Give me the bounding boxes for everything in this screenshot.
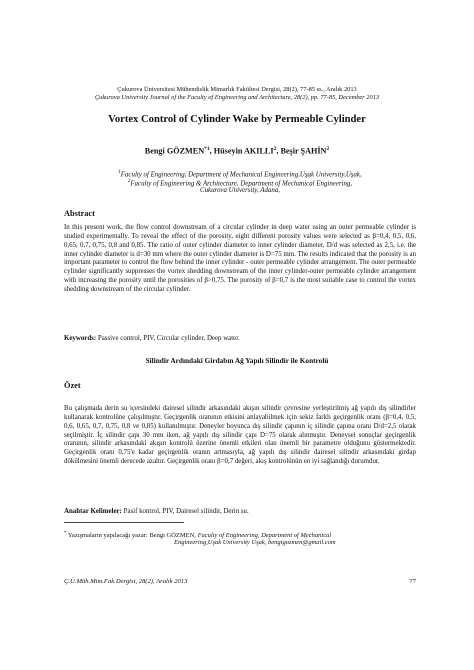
author-name: Bengi GÖZMEN <box>144 146 205 156</box>
affiliation-text: Cukurova University, Adana, <box>200 187 280 194</box>
anahtar-kelimeler-line <box>64 508 249 515</box>
author-separator: , <box>276 146 281 156</box>
page-number: 77 <box>409 578 416 585</box>
ozet-body: Bu çalışmada derin su içersindeki dairesel silindir arkasındaki akışın silindir çevresine yerleştirilmiş ağ yapılı dış silindirler kullanarak kontrolüne çalışılmıştır. Geçirgenlik oranının etkisini anlayabilmek için sekiz farklı geçirgenlik oranı (β=0,4, 0,5, 0,6, 0,65, 0,7, 0,75, 0,8 ve 0,85) kullanılmıştır. Deneyler boyunca dış silindir çapının iç silindir çapına oranı D/d=2,5 olarak seçilmiştir. İç silindir çapı 30 mm iken, ağ yapılı dış silindir çapı D=75 olarak alınmıştır. Deneysel sonuçlar geçirgenlik oranının, silindir arkasındaki akışın kontrolü üzerine önemli etkileri olan önemli bir parametre olduğunu göstermektedir. Geçirgenlik oranı 0,75'e kadar geçirgenlik oranın artmasıyla, ağ yapılı dış silindir dairesel silindir arkasındaki girdap dökülmesini önemli derecede azaltır. Geçirgenlik oranı β=0,7 değeri, akış kontrolünün en iyi sağlandığı durumdur. <box>64 405 416 466</box>
author-list <box>0 146 474 156</box>
author-superscript: 2 <box>326 146 330 152</box>
author-name: Hüseyin AKILLI <box>213 146 274 156</box>
affiliation-superscript: 1 <box>118 170 121 175</box>
abstract-heading: Abstract <box>64 209 95 218</box>
affiliation-3 <box>60 186 420 195</box>
affiliation-superscript: 2 <box>127 179 131 184</box>
anahtar-text: Pasif kontrol, PIV, Dairesel silindir, Derin su. <box>121 508 249 515</box>
affiliation-text: Faculty of Engineering, Department of Mechanical Engineering,Uşak University,Uşak, <box>120 171 362 179</box>
author-superscript: 2 <box>273 146 277 152</box>
keywords-text: Passive control, PIV, Circular cylinder, Deep water. <box>96 335 240 342</box>
paper-title: Vortex Control of Cylinder Wake by Permeable Cylinder <box>108 114 366 125</box>
footnote-marker: * <box>64 531 67 536</box>
turkish-title: Silindir Ardındaki Girdabın Ağ Yapılı Silindir ile Kontrolü <box>145 356 329 365</box>
journal-header-english: Çukurova University Journal of the Faculty of Engineering and Architecture, 28(2), pp. 77-85, December 2013 <box>94 94 380 101</box>
footnote-affiliation: Faculty of Engineering, Department of Mechanical <box>197 532 332 540</box>
ozet-heading: Özet <box>64 381 81 390</box>
author-name: Beşir ŞAHİN <box>280 146 327 156</box>
footnote-divider <box>64 522 184 523</box>
abstract-body: In this present work, the flow control downstream of a circular cylinder in deep water using an outer permeable cylinder is studied experimentally. To reveal the effect of the porosity, eight different porosity values were selected as β=0,4, 0,5, 0,6, 0,65, 0,7, 0,75, 0,8 and 0,85. The ratio of outer cylinder diameter to inner cylinder diameter, D/d was selected as 2,5, i.e. the inner cylinder diameter is d=30 mm where the outer cylinder diameter is D=75 mm. The results indicated that the porosity is an important parameter to control the flow behind the inner cylinder - outer permeable cylinder arrangement. The outer permeable cylinder significantly suppresses the vortex shedding downstream of the inner cylinder-outer permeable cylinder arrangement with increasing the porosity until the porosities of β>0,75. The porosity of β=0,7 is the most suitable case to control the vortex shedding downstream of the circular cylinder. <box>64 224 416 293</box>
keywords-line <box>64 335 240 342</box>
author-superscript: *1 <box>204 146 210 152</box>
footer-journal: Ç.Ü.Müh.Mim.Fak.Dergisi, 28(2), Aralık 2013 <box>64 578 188 585</box>
anahtar-label: Anahtar Kelimeler: <box>64 508 122 515</box>
footnote-prefix: Yazışmaların yapılacağı yazar: Bengi GÖZMEN, <box>67 532 198 540</box>
affiliation-text: Faculty of Engineering & Architecture, Department of Mechanical Engineering, <box>130 180 353 188</box>
footnote-line-2: Engineering,Uşak University Uşak, bengigozmen@gmail.com <box>174 539 336 546</box>
journal-header-turkish: Çukurova Üniversitesi Mühendislik Mimarlık Fakültesi Dergisi, 28(2), 77-85 ss., Aralık 2013 <box>117 86 357 93</box>
keywords-label: Keywords: <box>64 335 97 342</box>
author-separator: , <box>209 146 214 156</box>
